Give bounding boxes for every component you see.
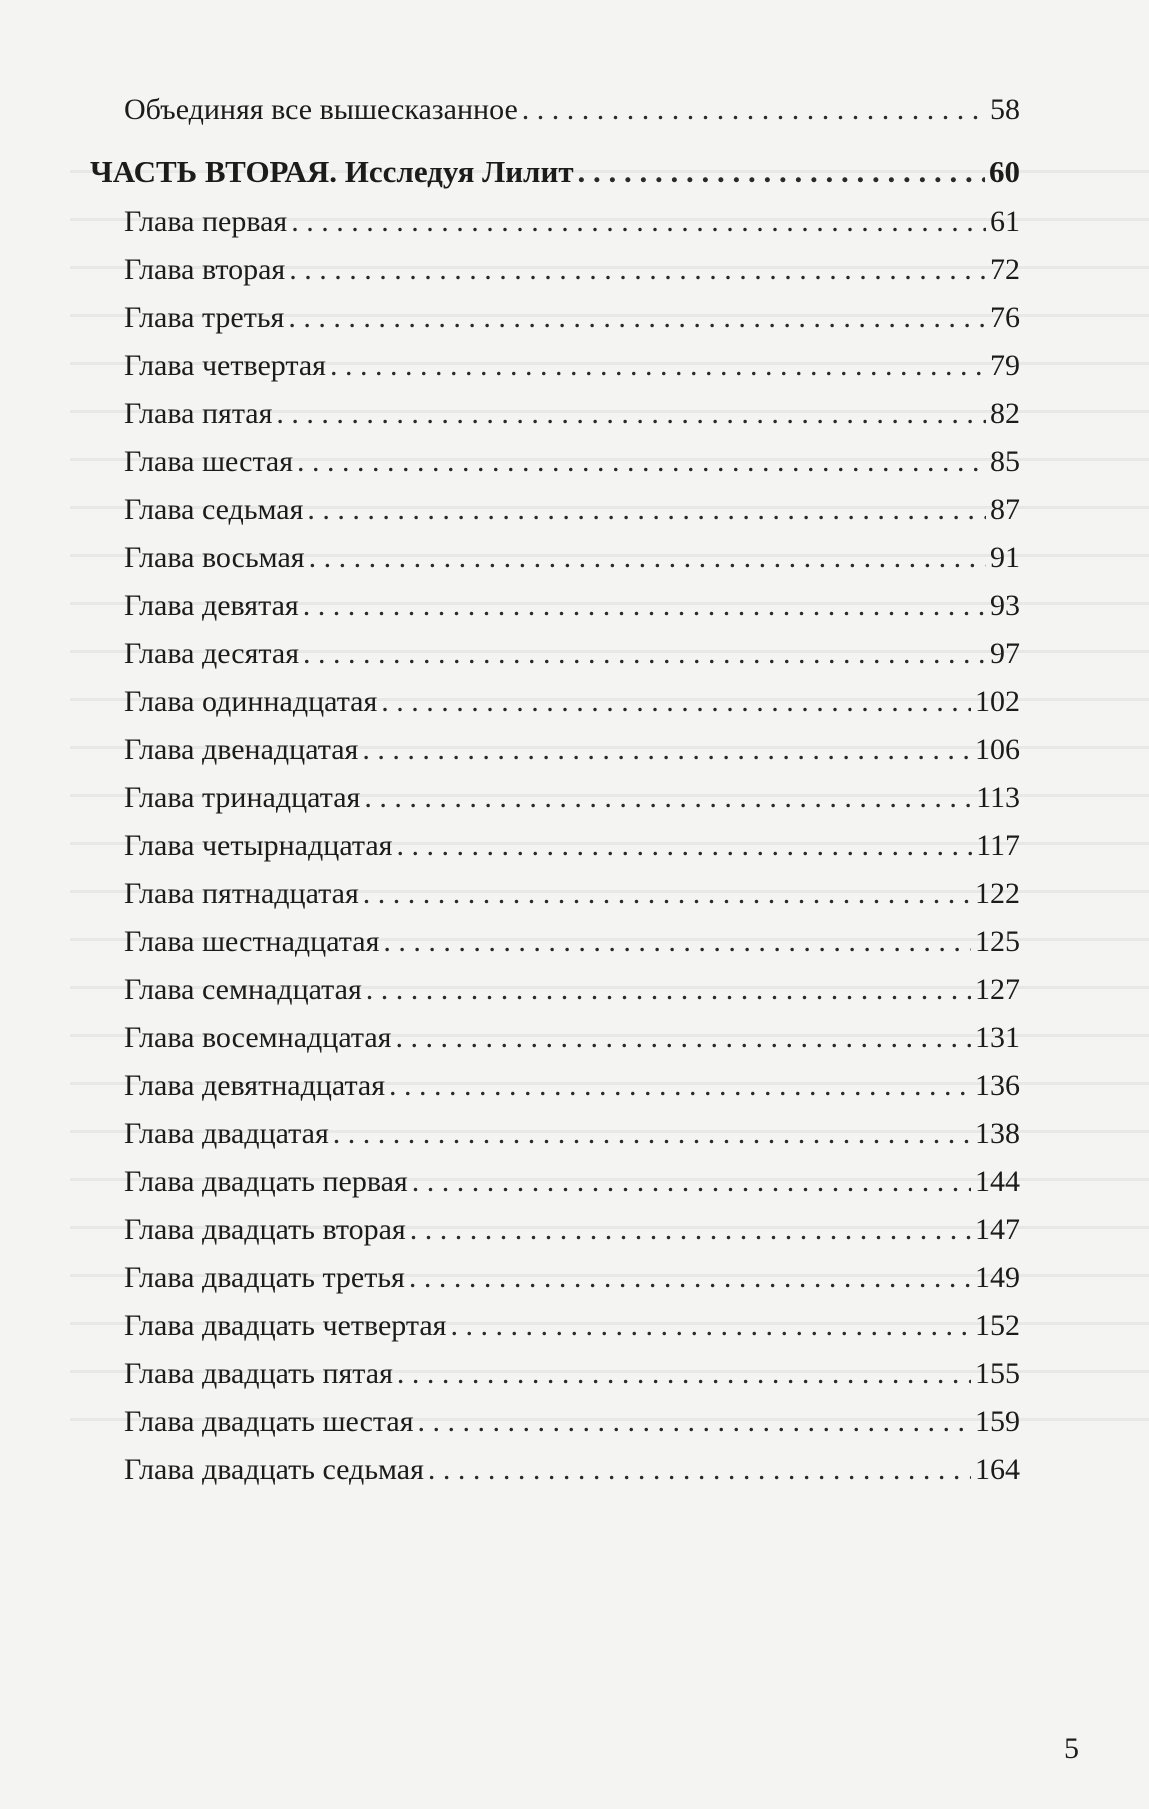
toc-entry-page: 87: [990, 493, 1020, 526]
dot-leader: [303, 582, 986, 630]
toc-entry-title: Глава девятнадцатая: [124, 1069, 386, 1102]
toc-entry: [90, 822, 1020, 870]
toc-entry: [90, 726, 1020, 774]
toc-entry: [90, 534, 1020, 582]
dot-leader: [395, 1014, 971, 1062]
toc-entry-title: Глава шестая: [124, 445, 294, 478]
toc-entry-title: Глава девятая: [124, 589, 299, 622]
toc-entry-page: 58: [990, 93, 1020, 126]
dot-leader: [333, 1110, 971, 1158]
toc-entry: [90, 246, 1020, 294]
toc-entry: [90, 390, 1020, 438]
toc-entry-page: 155: [975, 1357, 1020, 1390]
toc-entry-page: 61: [990, 205, 1020, 238]
toc-entry: [90, 1158, 1020, 1206]
toc-entry: [90, 774, 1020, 822]
toc-entry: [90, 1302, 1020, 1350]
toc-entry-title: Глава двенадцатая: [124, 733, 359, 766]
dot-leader: [397, 1350, 971, 1398]
dot-leader: [381, 678, 971, 726]
dot-leader: [412, 1158, 971, 1206]
toc-entry-title: Глава двадцать седьмая: [124, 1453, 424, 1486]
toc-entry-page: 149: [975, 1261, 1020, 1294]
toc-entry-title: Глава двадцатая: [124, 1117, 329, 1150]
toc-entry-title: Объединяя все вышесказанное: [124, 93, 518, 126]
toc-entry-page: 76: [990, 301, 1020, 334]
dot-leader: [364, 774, 972, 822]
toc-entry-title: Глава семнадцатая: [124, 973, 362, 1006]
toc-entry-title: Глава восьмая: [124, 541, 305, 574]
dot-leader: [428, 1446, 971, 1494]
toc-part-heading: [90, 148, 1020, 196]
toc-entry-page: 60: [989, 154, 1020, 189]
toc-entry-title: Глава первая: [124, 205, 288, 238]
toc-entry-page: 93: [990, 589, 1020, 622]
toc-entry: [90, 678, 1020, 726]
toc-entry-title: Глава двадцать третья: [124, 1261, 405, 1294]
dot-leader: [383, 918, 971, 966]
toc-entry-title: Глава пятая: [124, 397, 273, 430]
toc-entry-title: Глава двадцать шестая: [124, 1405, 414, 1438]
toc-entry: [90, 86, 1020, 134]
toc-entry: [90, 630, 1020, 678]
dot-leader: [288, 294, 986, 342]
toc-entry-page: 117: [976, 829, 1020, 862]
toc-entry-title: Глава четвертая: [124, 349, 326, 382]
page-number: 5: [1064, 1732, 1079, 1765]
dot-leader: [450, 1302, 971, 1350]
toc-entry: [90, 1014, 1020, 1062]
dot-leader: [362, 726, 971, 774]
toc-entry-page: 79: [990, 349, 1020, 382]
toc-entry-title: Глава двадцать первая: [124, 1165, 408, 1198]
dot-leader: [276, 390, 986, 438]
toc-entry-title: Глава одиннадцатая: [124, 685, 378, 718]
toc-entry-title: Глава пятнадцатая: [124, 877, 359, 910]
toc-entry-title: Глава двадцать четвертая: [124, 1309, 447, 1342]
dot-leader: [303, 630, 986, 678]
toc-entry-title: Глава тринадцатая: [124, 781, 361, 814]
toc-entry: [90, 342, 1020, 390]
toc-entry-title: Глава четырнадцатая: [124, 829, 393, 862]
toc-entry-page: 147: [975, 1213, 1020, 1246]
toc-entry: [90, 1254, 1020, 1302]
toc-entry-page: 72: [990, 253, 1020, 286]
dot-leader: [389, 1062, 971, 1110]
toc-entry-title: Глава третья: [124, 301, 285, 334]
toc-entry-page: 125: [975, 925, 1020, 958]
toc-entry-page: 82: [990, 397, 1020, 430]
dot-leader: [522, 86, 986, 134]
toc-entry-title: Глава вторая: [124, 253, 286, 286]
toc-entry: [90, 966, 1020, 1014]
toc-entry-page: 113: [976, 781, 1020, 814]
toc-entry-page: 136: [975, 1069, 1020, 1102]
toc-entry: [90, 1206, 1020, 1254]
dot-leader: [289, 246, 986, 294]
toc-entry-title: Глава десятая: [124, 637, 299, 670]
toc-entry: [90, 1062, 1020, 1110]
toc-entry-page: 127: [975, 973, 1020, 1006]
toc-entry-title: Глава шестнадцатая: [124, 925, 380, 958]
dot-leader: [309, 534, 986, 582]
toc-entry: [90, 1110, 1020, 1158]
toc-entry-page: 106: [975, 733, 1020, 766]
toc-entry-title: Глава седьмая: [124, 493, 304, 526]
toc-entry-title: ЧАСТЬ ВТОРАЯ. Исследуя Лилит: [90, 154, 574, 189]
toc-entry-page: 144: [975, 1165, 1020, 1198]
toc-entry: [90, 1398, 1020, 1446]
toc-entry: [90, 1350, 1020, 1398]
dot-leader: [291, 198, 986, 246]
toc-entry-page: 91: [990, 541, 1020, 574]
dot-leader: [396, 822, 972, 870]
dot-leader: [297, 438, 986, 486]
toc-entry-title: Глава восемнадцатая: [124, 1021, 392, 1054]
toc-entry: [90, 1446, 1020, 1494]
toc-entry: [90, 582, 1020, 630]
toc-entry-page: 152: [975, 1309, 1020, 1342]
toc-entry: [90, 918, 1020, 966]
dot-leader: [409, 1254, 971, 1302]
dot-leader: [363, 870, 971, 918]
toc-entry: [90, 486, 1020, 534]
toc-entry-page: 102: [975, 685, 1020, 718]
toc-entry-page: 122: [975, 877, 1020, 910]
toc-entry-title: Глава двадцать пятая: [124, 1357, 393, 1390]
toc-entry: [90, 870, 1020, 918]
dot-leader: [418, 1398, 971, 1446]
toc-entry: [90, 198, 1020, 246]
dot-leader: [330, 342, 986, 390]
dot-leader: [366, 966, 971, 1014]
toc-entry: [90, 294, 1020, 342]
dot-leader: [578, 148, 985, 196]
toc-entry-page: 85: [990, 445, 1020, 478]
toc-entry-title: Глава двадцать вторая: [124, 1213, 406, 1246]
dot-leader: [410, 1206, 971, 1254]
toc-entry-page: 131: [975, 1021, 1020, 1054]
toc-entry-page: 138: [975, 1117, 1020, 1150]
dot-leader: [307, 486, 986, 534]
toc-entry-page: 97: [990, 637, 1020, 670]
toc-entry-page: 159: [975, 1405, 1020, 1438]
toc-entry: [90, 438, 1020, 486]
table-of-contents: [90, 86, 1020, 1494]
toc-entry-page: 164: [975, 1453, 1020, 1486]
